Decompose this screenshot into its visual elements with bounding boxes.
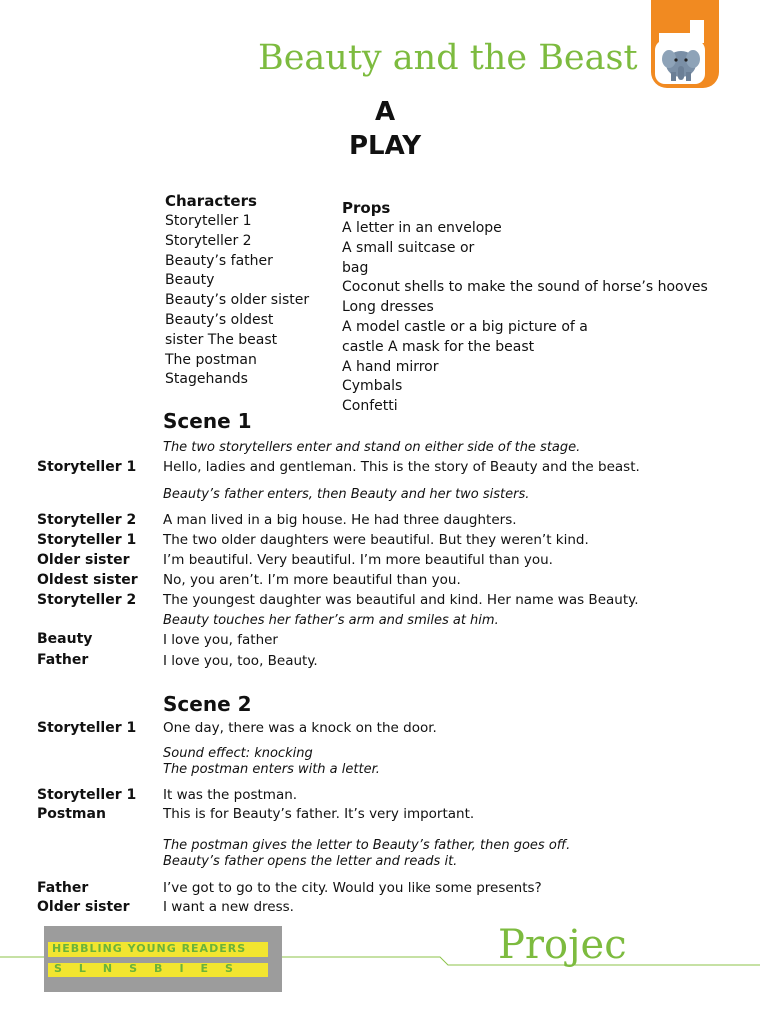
speaker-name: Older sister bbox=[37, 899, 130, 915]
dialogue-line: No, you aren’t. I’m more beautiful than you. bbox=[163, 572, 461, 588]
speaker-name: Father bbox=[37, 880, 89, 896]
dialogue-line: I’m beautiful. Very beautiful. I’m more beautiful than you. bbox=[163, 552, 553, 568]
page-title: Beauty and the Beast bbox=[258, 38, 638, 78]
elephant-icon bbox=[660, 44, 702, 82]
speaker-name: Storyteller 1 bbox=[37, 787, 137, 803]
scene-1-title: Scene 1 bbox=[163, 409, 252, 433]
speaker-name: Storyteller 1 bbox=[37, 459, 137, 475]
props-title: Props bbox=[342, 199, 391, 217]
list-item: Confetti bbox=[342, 398, 398, 415]
list-item: castle A mask for the beast bbox=[342, 338, 535, 355]
speaker-name: Beauty bbox=[37, 631, 93, 647]
stage-direction: Beauty touches her father’s arm and smiles at him. bbox=[163, 613, 499, 628]
dialogue-line: I’ve got to go to the city. Would you like some presents? bbox=[163, 880, 542, 896]
stage-direction: Sound effect: knocking bbox=[163, 746, 313, 761]
dialogue-line: This is for Beauty’s father. It’s very important. bbox=[163, 806, 475, 822]
speaker-name: Storyteller 1 bbox=[37, 720, 137, 736]
stage-direction: The postman enters with a letter. bbox=[163, 762, 380, 777]
list-item: Long dresses bbox=[342, 299, 434, 316]
heading-line2: PLAY bbox=[348, 131, 422, 161]
list-item: Beauty’s older sister bbox=[165, 292, 310, 309]
list-item: Cymbals bbox=[342, 378, 403, 395]
scene-2-title: Scene 2 bbox=[163, 692, 252, 716]
characters-title: Characters bbox=[165, 192, 257, 210]
stage-direction: Beauty’s father enters, then Beauty and her two sisters. bbox=[163, 487, 530, 502]
props-list bbox=[342, 219, 708, 417]
list-item: Coconut shells to make the sound of horse’s hooves bbox=[342, 279, 708, 296]
list-item: Beauty’s oldest bbox=[165, 311, 274, 328]
speaker-name: Father bbox=[37, 652, 89, 668]
series-banner bbox=[44, 926, 282, 992]
list-item: A hand mirror bbox=[342, 358, 439, 375]
dialogue-line: The two older daughters were beautiful. But they weren’t kind. bbox=[163, 532, 589, 548]
dialogue-line: I want a new dress. bbox=[163, 899, 294, 915]
dialogue-line: It was the postman. bbox=[163, 787, 298, 803]
speaker-name: Oldest sister bbox=[37, 572, 138, 588]
speaker-name: Storyteller 2 bbox=[37, 592, 137, 608]
list-item: bag bbox=[342, 259, 369, 276]
characters-list bbox=[165, 212, 309, 390]
banner-text-bottom: SLNSBIES bbox=[54, 962, 250, 975]
heading-line1: A bbox=[374, 97, 396, 127]
dialogue-line: A man lived in a big house. He had three daughters. bbox=[163, 512, 517, 528]
list-item: A model castle or a big picture of a bbox=[342, 318, 588, 335]
list-item: A letter in an envelope bbox=[342, 220, 502, 236]
list-item: Storyteller 2 bbox=[165, 232, 252, 249]
project-wordmark: Projec bbox=[498, 922, 627, 968]
list-item: The postman bbox=[165, 351, 257, 368]
banner-text-top: HEBBLING YOUNG READERS bbox=[52, 942, 247, 955]
dialogue-line: The youngest daughter was beautiful and kind. Her name was Beauty. bbox=[163, 592, 639, 608]
speaker-name: Storyteller 2 bbox=[37, 512, 137, 528]
dialogue-line: I love you, too, Beauty. bbox=[163, 653, 318, 669]
list-item: Beauty’s father bbox=[165, 252, 273, 269]
stage-direction: Beauty’s father opens the letter and reads it. bbox=[163, 854, 458, 869]
speaker-name: Postman bbox=[37, 806, 106, 822]
speaker-name: Older sister bbox=[37, 552, 130, 568]
stage-direction: The two storytellers enter and stand on either side of the stage. bbox=[163, 440, 581, 455]
dialogue-line: I love you, father bbox=[163, 632, 278, 648]
speaker-name: Storyteller 1 bbox=[37, 532, 137, 548]
stage-direction: The postman gives the letter to Beauty’s father, then goes off. bbox=[163, 838, 571, 853]
dialogue-line: Hello, ladies and gentleman. This is the story of Beauty and the beast. bbox=[163, 459, 640, 475]
list-item: A small suitcase or bbox=[342, 239, 475, 256]
list-item: Stagehands bbox=[165, 371, 248, 388]
list-item: sister The beast bbox=[165, 331, 278, 348]
list-item: Beauty bbox=[165, 272, 215, 289]
list-item: Storyteller 1 bbox=[165, 213, 252, 229]
dialogue-line: One day, there was a knock on the door. bbox=[163, 720, 437, 736]
